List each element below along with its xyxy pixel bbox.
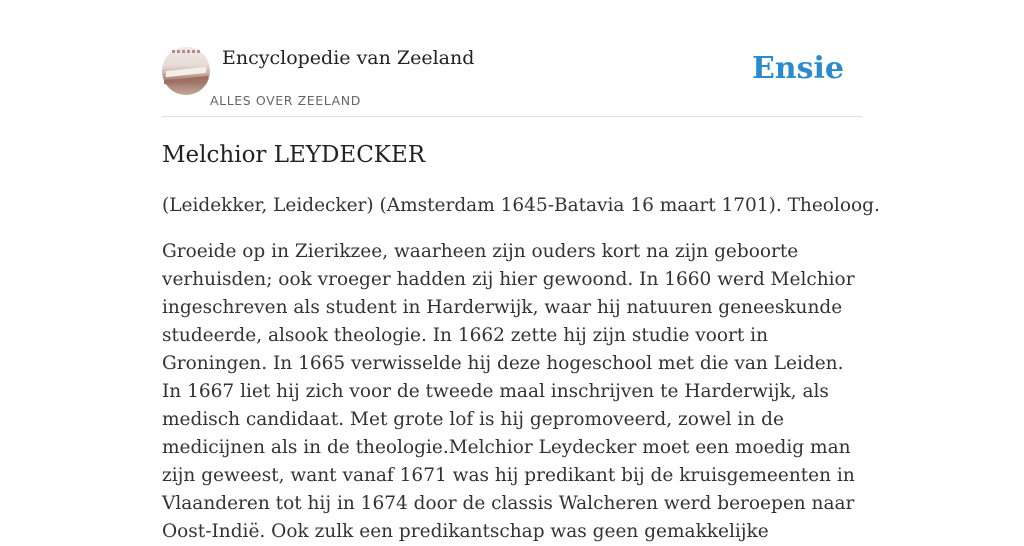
- site-header: [162, 0, 862, 117]
- site-subtitle: ALLES OVER ZEELAND: [210, 93, 361, 108]
- ensie-logo-link[interactable]: Ensie: [751, 51, 844, 86]
- article-title: Melchior LEYDECKER: [162, 142, 426, 168]
- avatar-decoration: [172, 50, 200, 53]
- site-avatar[interactable]: [162, 47, 210, 95]
- article: [162, 138, 880, 542]
- site-title[interactable]: Encyclopedie van Zeeland: [222, 47, 475, 69]
- article-body: Groeide op in Zierikzee, waarheen zijn ouders kort na zijn geboorte verhuisden; ook vroeger hadden zij hier gewoond. In 1660 werd Melchior ingeschreven als student in Harderwijk, waar hij natuuren geneeskunde studeerde, alsook theologie. In 1662 zette hij zijn studie voort in Groningen. In 1665 verwisselde hij deze hogeschool met die van Leiden. In 1667 liet hij zich voor de tweede maal inschrijven te Harderwijk, als medisch candidaat. Met grote lof is hij gepromoveerd, zowel in de medicijnen als in de theologie.Melchior Leydecker moet een moedig man zijn geweest, want vanaf 1671 was hij predikant bij de kruisgemeenten in Vlaanderen tot hij in 1674 door de classis Walcheren werd beroepen naar Oost-Indië. Ook zulk een predikantschap was geen gemakkelijke: [162, 241, 855, 542]
- article-intro: (Leidekker, Leidecker) (Amsterdam 1645-Batavia 16 maart 1701). Theoloog.: [162, 195, 880, 216]
- avatar-book-edge: [164, 76, 208, 85]
